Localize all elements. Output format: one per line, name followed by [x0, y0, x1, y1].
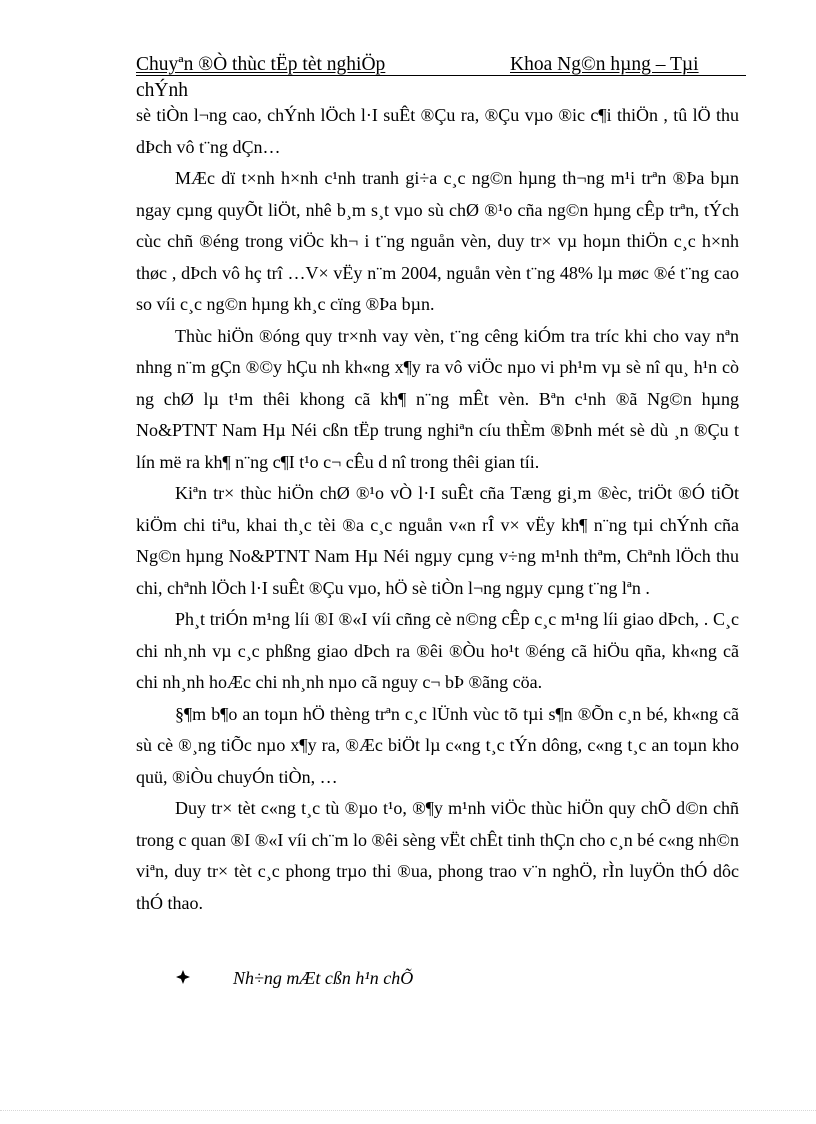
header-faculty-name-continuation: chÝnh: [136, 80, 188, 101]
header-divider: [136, 75, 746, 76]
header-document-title: Chuyªn ®Ò thùc tËp tèt nghiÖp: [136, 54, 386, 75]
body-text: [136, 100, 739, 919]
paragraph-2: MÆc dï t×nh h×nh c¹nh tranh gi÷a c¸c ng©n hµng th¬ng m¹i trªn ®Þa bµn ngay cµng quyÕt liÖt, nhê b¸m s¸t vµo sù chØ ®¹o cña ng©n hµng cÊp trªn, tÝch cùc chñ ®éng trong viÖc kh¬ i t¨ng nguån vèn, duy tr× vµ hoµn thiÖn c¸c h×nh thøc , dÞch vô hç trî …V× vËy n¨m 2004, nguån vèn t¨ng 48% lµ møc ®é t¨ng cao so víi c¸c ng©n hµng kh¸c cïng ®Þa bµn.: [136, 168, 739, 314]
paragraph-7: Duy tr× tèt c«ng t¸c tù ®µo t¹o, ®¶y m¹nh viÖc thùc hiÖn quy chÕ d©n chñ trong c quan ®I ®«I víi ch¨m lo ®êi sèng vËt chÊt tinh thÇn cho c¸n bé c«ng nh©n viªn, duy tr× tèt c¸c phong trµo thi ®ua, phong trao v¨n nghÖ, rÌn luyÖn thÓ dôc thÓ thao.: [136, 798, 739, 913]
paragraph-5: Ph¸t triÓn m¹ng líi ®I ®«I víi cñng cè n©ng cÊp c¸c m¹ng líi giao dÞch, . C¸c chi nh¸nh vµ c¸c phßng giao dÞch ra ®êi ®Òu ho¹t ®éng cã hiÖu qña, kh«ng cã chi nh¸nh hoÆc chi nh¸nh nµo cã nguy c¬ bÞ ®ãng cöa.: [136, 609, 739, 692]
bullet-text: Nh÷ng mÆt cßn h¹n chÕ: [233, 968, 414, 988]
paragraph-6: §¶m b¶o an toµn hÖ thèng trªn c¸c lÜnh vùc tõ tµi s¶n ®Õn c¸n bé, kh«ng cã sù cè ®¸ng tiÕc nµo x¶y ra, ®Æc biÖt lµ c«ng t¸c tÝn dông, c«ng t¸c an toµn kho quü, ®iÒu chuyÓn tiÒn, …: [136, 703, 739, 787]
paragraph-4: Kiªn tr× thùc hiÖn chØ ®¹o vÒ l·I suÊt cña Tæng gi¸m ®èc, triÖt ®Ó tiÕt kiÖm chi tiªu, khai th¸c tèi ®a c¸c nguån v«n rÎ v× vËy kh¶ n¨ng tµi chÝnh cña Ng©n hµng No&PTNT Nam Hµ Néi ngµy cµng v÷ng m¹nh thªm, Chªnh lÖch thu chi, chªnh lÖch l·I suÊt ®Çu vµo, hÖ sè tiÒn l¬ng ngµy cµng t¨ng lªn .: [136, 483, 739, 598]
page-bottom-edge: [0, 1110, 816, 1124]
diamond-bullet-icon: [176, 968, 233, 989]
bullet-item: [176, 968, 413, 989]
paragraph-1: sè tiÒn l¬ng cao, chÝnh lÖch l·I suÊt ®Çu ra, ®Çu vµo ®ic c¶i thiÖn , tû lÖ thu dÞch vô t¨ng dÇn…: [136, 105, 739, 157]
header-faculty-name: Khoa Ng©n hµng – Tµi: [510, 54, 699, 75]
paragraph-3: Thùc hiÖn ®óng quy tr×nh vay vèn, t¨ng cêng kiÓm tra tríc khi cho vay nªn nhng n¨m gÇn ®©y hÇu nh kh«ng x¶y ra vô viÖc nµo vi ph¹m vµ sè nî qu¸ h¹n cò ng chØ lµ t¹m thêi khong cã kh¶ n¨ng mÊt vèn. Bªn c¹nh ®ã Ng©n hµng No&PTNT Nam Hµ Néi cßn tËp trung nghiªn cíu thÈm ®Þnh mét sè dù ¸n ®Çu t lín më ra kh¶ n¨ng c¶I t¹o c¬ cÊu d nî trong thêi gian tíi.: [136, 325, 739, 472]
